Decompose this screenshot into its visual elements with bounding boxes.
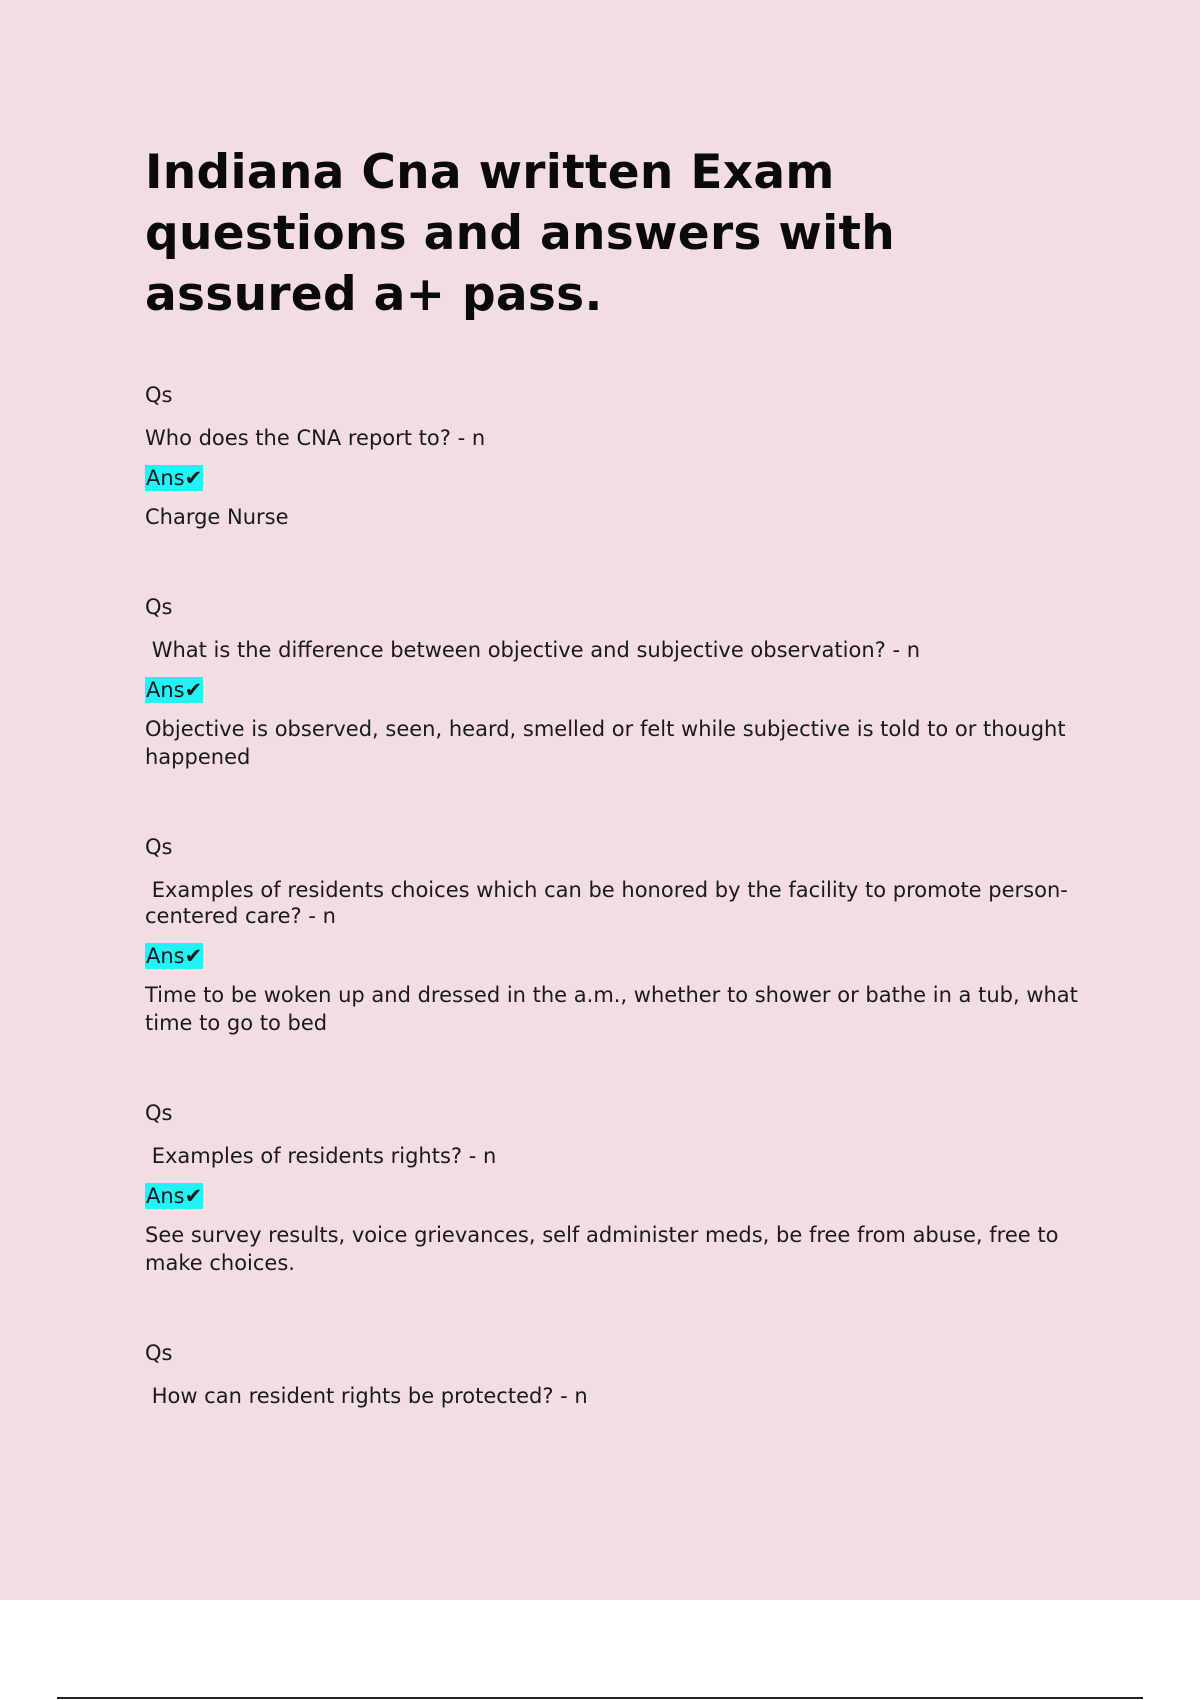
qs-label: Qs — [145, 383, 173, 407]
qa-item — [145, 833, 1095, 1037]
qa-item — [145, 1099, 1095, 1277]
ans-label: Ans✔ — [146, 944, 203, 968]
qa-item — [145, 1339, 1095, 1409]
answer-text: See survey results, voice grievances, self administer meds, be free from abuse, free to make choices. — [145, 1223, 1059, 1275]
answer-text: Objective is observed, seen, heard, smelled or felt while subjective is told to or thought happened — [145, 717, 1066, 769]
answer-text: Charge Nurse — [145, 505, 289, 529]
question-text: Examples of residents rights? - n — [145, 1144, 497, 1168]
qs-label: Qs — [145, 595, 173, 619]
qs-label: Qs — [145, 1341, 173, 1365]
question-text: What is the difference between objective and subjective observation? - n — [145, 638, 921, 662]
qs-label: Qs — [145, 835, 173, 859]
document-content — [145, 142, 1095, 1423]
question-text: Who does the CNA report to? - n — [145, 426, 486, 450]
qa-item — [145, 381, 1095, 531]
question-text: How can resident rights be protected? - n — [145, 1384, 588, 1408]
footer-divider — [57, 1697, 1143, 1699]
qs-label: Qs — [145, 1101, 173, 1125]
ans-label: Ans✔ — [146, 678, 203, 702]
ans-label: Ans✔ — [146, 1184, 203, 1208]
ans-label: Ans✔ — [146, 466, 203, 490]
answer-text: Time to be woken up and dressed in the a.m., whether to shower or bathe in a tub, what time to go to bed — [145, 983, 1078, 1035]
question-text: Examples of residents choices which can be honored by the facility to promote person-centered care? - n — [145, 878, 1068, 928]
qa-list — [145, 381, 1095, 1409]
qa-item — [145, 593, 1095, 771]
document-title: Indiana Cna written Exam questions and answers with assured a+ pass. — [145, 145, 896, 322]
